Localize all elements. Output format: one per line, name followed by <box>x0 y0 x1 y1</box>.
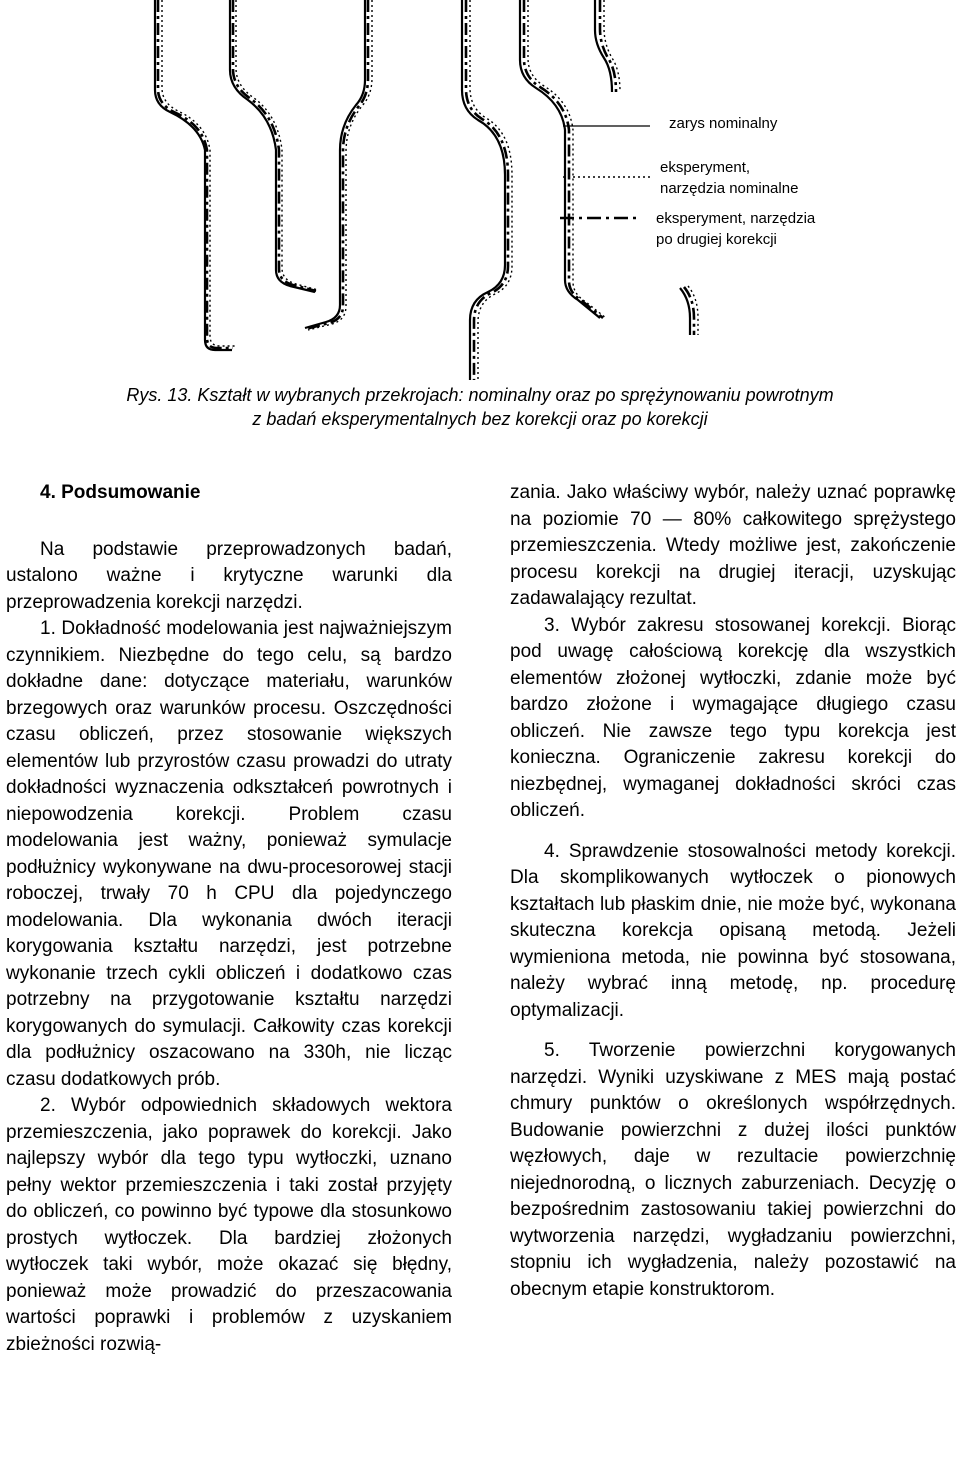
section-heading: 4. Podsumowanie <box>40 482 201 503</box>
right-paragraph-1: zania. Jako właściwy wybór, należy uznać poprawkę na poziomie 70 — 80% całkowitego sprężystego przemieszczenia. Wtedy możliwe jest, zakończenie procesu korekcji na drugiej iteracji, uzyskując zadawalający rezultat. <box>510 482 956 609</box>
legend-experiment-nominal-label-2: narzędzia nominalne <box>660 180 799 197</box>
nominal-profiles <box>155 0 690 380</box>
nominal-profile-2 <box>230 0 315 292</box>
left-paragraph-1: Na podstawie przeprowadzonych badań, ustalono ważne i krytyczne warunki dla przeprowadzenia korekcji narzędzi. <box>6 538 452 613</box>
nominal-profile-1 <box>155 0 232 350</box>
legend-experiment-nominal-label-1: eksperyment, <box>660 159 751 176</box>
legend-experiment-corrected-label-2: po drugiej korekcji <box>656 231 777 248</box>
right-column <box>510 480 956 1303</box>
right-paragraph-2: 3. Wybór zakresu stosowanej korekcji. Biorąc pod uwagę całościową korekcję dla wszystkich elementów złożonej wytłoczki, zdanie może być bardzo złożone i wymagające długiego czasu obliczeń. Nie zawsze tego typu korekcja jest konieczna. Ograniczenie zakresu korekcji do niezbędnej, wymaganej dokładności skróci czas obliczeń. <box>510 614 956 821</box>
right-paragraph-3: 4. Sprawdzenie stosowalności metody korekcji. Dla skomplikowanych wytłoczek o pionowych kształtach lub płaskim dnie, nie może być, wykonana skuteczna korekcja opisaną metodą. Jeżeli wymieniona metoda, nie powinna być stosowana, należy wybrać inną metodę, np. procedurę optymalizacji. <box>510 840 956 1021</box>
nominal-profile-5 <box>520 0 600 318</box>
figure-caption <box>0 383 960 431</box>
left-column <box>6 480 452 1358</box>
caption-line-1: Rys. 13. Kształt w wybranych przekrojach: nominalny oraz po sprężynowaniu powrotnym <box>126 385 834 405</box>
experiment-nominal-profiles <box>162 0 698 380</box>
left-paragraph-2: 1. Dokładność modelowania jest najważniejszym czynnikiem. Niezbędne do tego celu, są bardzo dokładne dane: dotyczące materiału, warunków brzegowych oraz warunków procesu. Oszczędności czasu obliczeń, przez stosowanie większych elementów lub przyrostów czasu prowadzi do utraty dokładności wyznaczenia odkształceń powrotnych i niepowodzenia korekcji. Problem czasu modelowania jest ważny, ponieważ symulacje podłużnicy wykonywane na dwu-procesorowej stacji roboczej, trwały 70 h CPU dla pojedynczego modelowania. Dla wykonania dwóch iteracji korygowania kształtu narzędzi, jest potrzebne wykonanie trzech cykli obliczeń i dodatkowo czas potrzebny na przygotowanie kształtu narzędzi korygowanych do symulacji. Całkowity czas korekcji dla podłużnicy oszacowano na 330h, nie licząc czasu dodatkowych prób. <box>6 618 452 1090</box>
right-paragraph-4: 5. Tworzenie powierzchni korygowanych narzędzi. Wyniki uzyskiwane z MES mają postać chmury punktów o określonych współrzędnych. Budowanie powierzchni z dużej ilości punktów węzłowych, daje w rezultacie powierzchnię niejednorodną, o licznych zaburzeniach. Decyzję o bezpośrednim zastosowaniu takiej powierzchni do wytworzenia narzędzi, wygładzaniu powierzchni, stopniu ich wygładzenia, należy pozostawić na obecnym etapie konstruktorom. <box>510 1040 956 1300</box>
legend-nominal-label: zarys nominalny <box>669 115 778 132</box>
nominal-profile-3 <box>305 0 365 328</box>
nominal-profile-4 <box>462 0 505 380</box>
caption-line-2: z badań eksperymentalnych bez korekcji oraz po korekcji <box>252 409 708 429</box>
figure-cross-sections <box>0 0 960 380</box>
left-paragraph-3: 2. Wybór odpowiednich składowych wektora przemieszczenia, jako poprawek do korekcji. Jako najlepszy wybór dla tego typu wytłoczki, uznano pełny wektor przemieszczenia i taki został przyjęty do obliczeń, co powinno być typowe dla stosunkowo prostych wytłoczek. Dla bardziej złożonych wytłoczek taki wybór, może okazać się błędny, ponieważ może prowadzić do przeszacowania wartości poprawki i problemów z uzyskaniem zbieżności rozwią- <box>6 1095 452 1355</box>
cross-section-diagram <box>0 0 960 380</box>
legend-experiment-corrected-label-1: eksperyment, narzędzia <box>656 210 816 227</box>
experiment-corrected-profiles <box>158 0 694 380</box>
